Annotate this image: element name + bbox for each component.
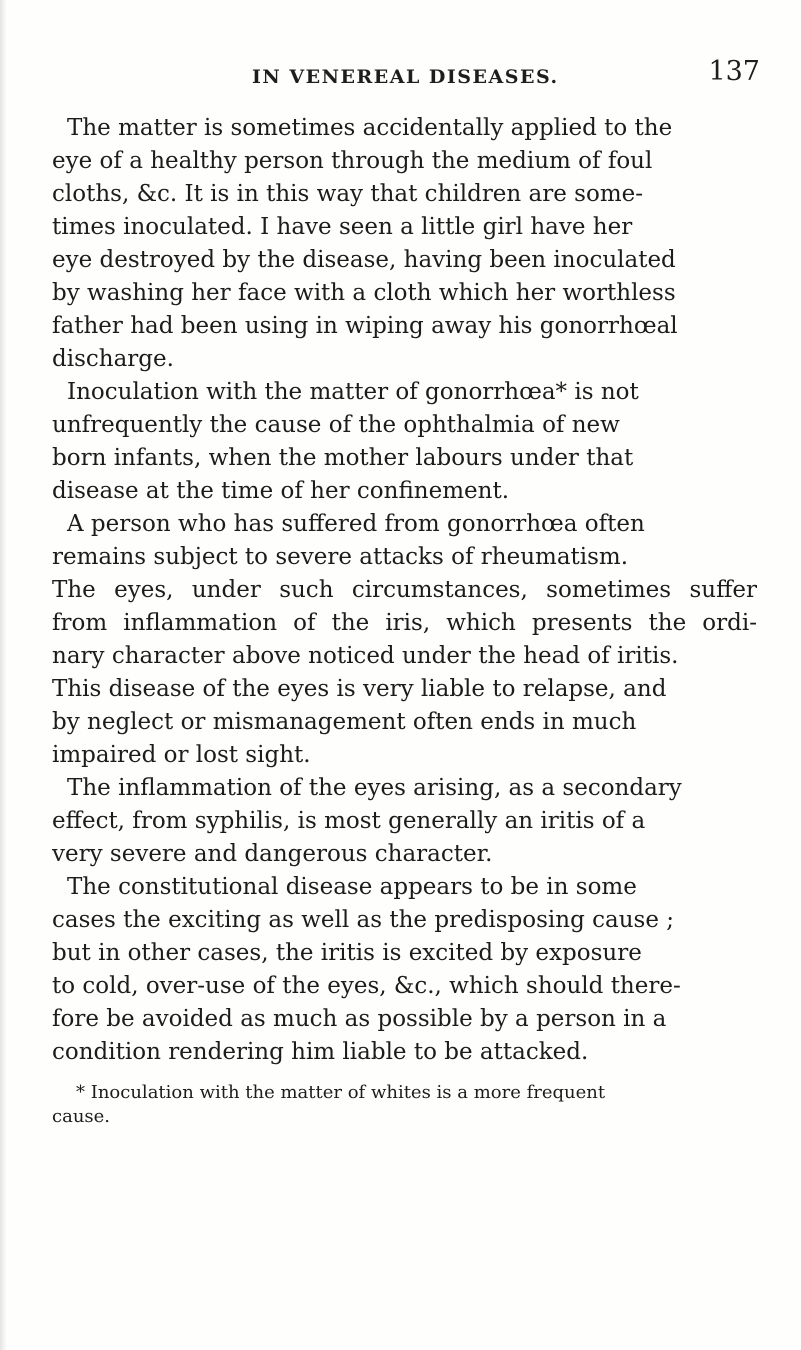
footnote-line: * Inoculation with the matter of whites is a more frequent bbox=[76, 1082, 606, 1103]
text-line: eye of a healthy person through the medium of foul bbox=[52, 148, 653, 174]
text-line: cases the exciting as well as the predisposing cause ; bbox=[52, 907, 674, 933]
text-line: by washing her face with a cloth which her worthless bbox=[52, 280, 676, 306]
text-line: condition rendering him liable to be attacked. bbox=[52, 1039, 589, 1065]
text-line: to cold, over-use of the eyes, &c., which should there- bbox=[52, 973, 681, 999]
text-line: times inoculated. I have seen a little girl have her bbox=[52, 214, 633, 240]
text-line: nary character above noticed under the head of iritis. bbox=[52, 643, 679, 669]
text-line: from inflammation of the iris, which presents the ordi- bbox=[52, 610, 757, 636]
footnote bbox=[52, 1081, 772, 1129]
text-line: Inoculation with the matter of gonorrhœa* is not bbox=[67, 379, 639, 405]
text-line: but in other cases, the iritis is excited by exposure bbox=[52, 940, 642, 966]
text-line: The inflammation of the eyes arising, as a secondary bbox=[67, 775, 682, 801]
paragraph bbox=[52, 508, 772, 772]
paragraph bbox=[52, 772, 772, 871]
text-line: The constitutional disease appears to be in some bbox=[67, 874, 637, 900]
page-gutter-shadow bbox=[0, 0, 6, 1350]
text-line: effect, from syphilis, is most generally an iritis of a bbox=[52, 808, 646, 834]
text-line: father had been using in wiping away his gonorrhœal bbox=[52, 313, 678, 339]
running-title: IN VENEREAL DISEASES. bbox=[252, 66, 559, 88]
text-line: eye destroyed by the disease, having been inoculated bbox=[52, 247, 676, 273]
paragraph bbox=[52, 112, 772, 376]
text-line: cloths, &c. It is in this way that children are some- bbox=[52, 181, 644, 207]
text-line: discharge. bbox=[52, 346, 174, 372]
text-line: remains subject to severe attacks of rheumatism. bbox=[52, 544, 629, 570]
page-number: 137 bbox=[708, 56, 760, 87]
body-text bbox=[52, 112, 772, 1069]
text-line: unfrequently the cause of the ophthalmia of new bbox=[52, 412, 620, 438]
text-line: A person who has suffered from gonorrhœa often bbox=[67, 511, 645, 537]
running-head bbox=[252, 56, 760, 96]
text-line: born infants, when the mother labours under that bbox=[52, 445, 634, 471]
text-line: very severe and dangerous character. bbox=[52, 841, 493, 867]
text-line: impaired or lost sight. bbox=[52, 742, 311, 768]
paragraph bbox=[52, 376, 772, 508]
text-line: This disease of the eyes is very liable to relapse, and bbox=[52, 676, 667, 702]
paragraph bbox=[52, 871, 772, 1069]
text-line: by neglect or mismanagement often ends in much bbox=[52, 709, 637, 735]
text-line: The matter is sometimes accidentally applied to the bbox=[67, 115, 673, 141]
text-line: disease at the time of her confinement. bbox=[52, 478, 510, 504]
text-line: The eyes, under such circumstances, sometimes suffer bbox=[52, 577, 758, 603]
text-line: fore be avoided as much as possible by a person in a bbox=[52, 1006, 667, 1032]
footnote-line: cause. bbox=[52, 1106, 111, 1127]
